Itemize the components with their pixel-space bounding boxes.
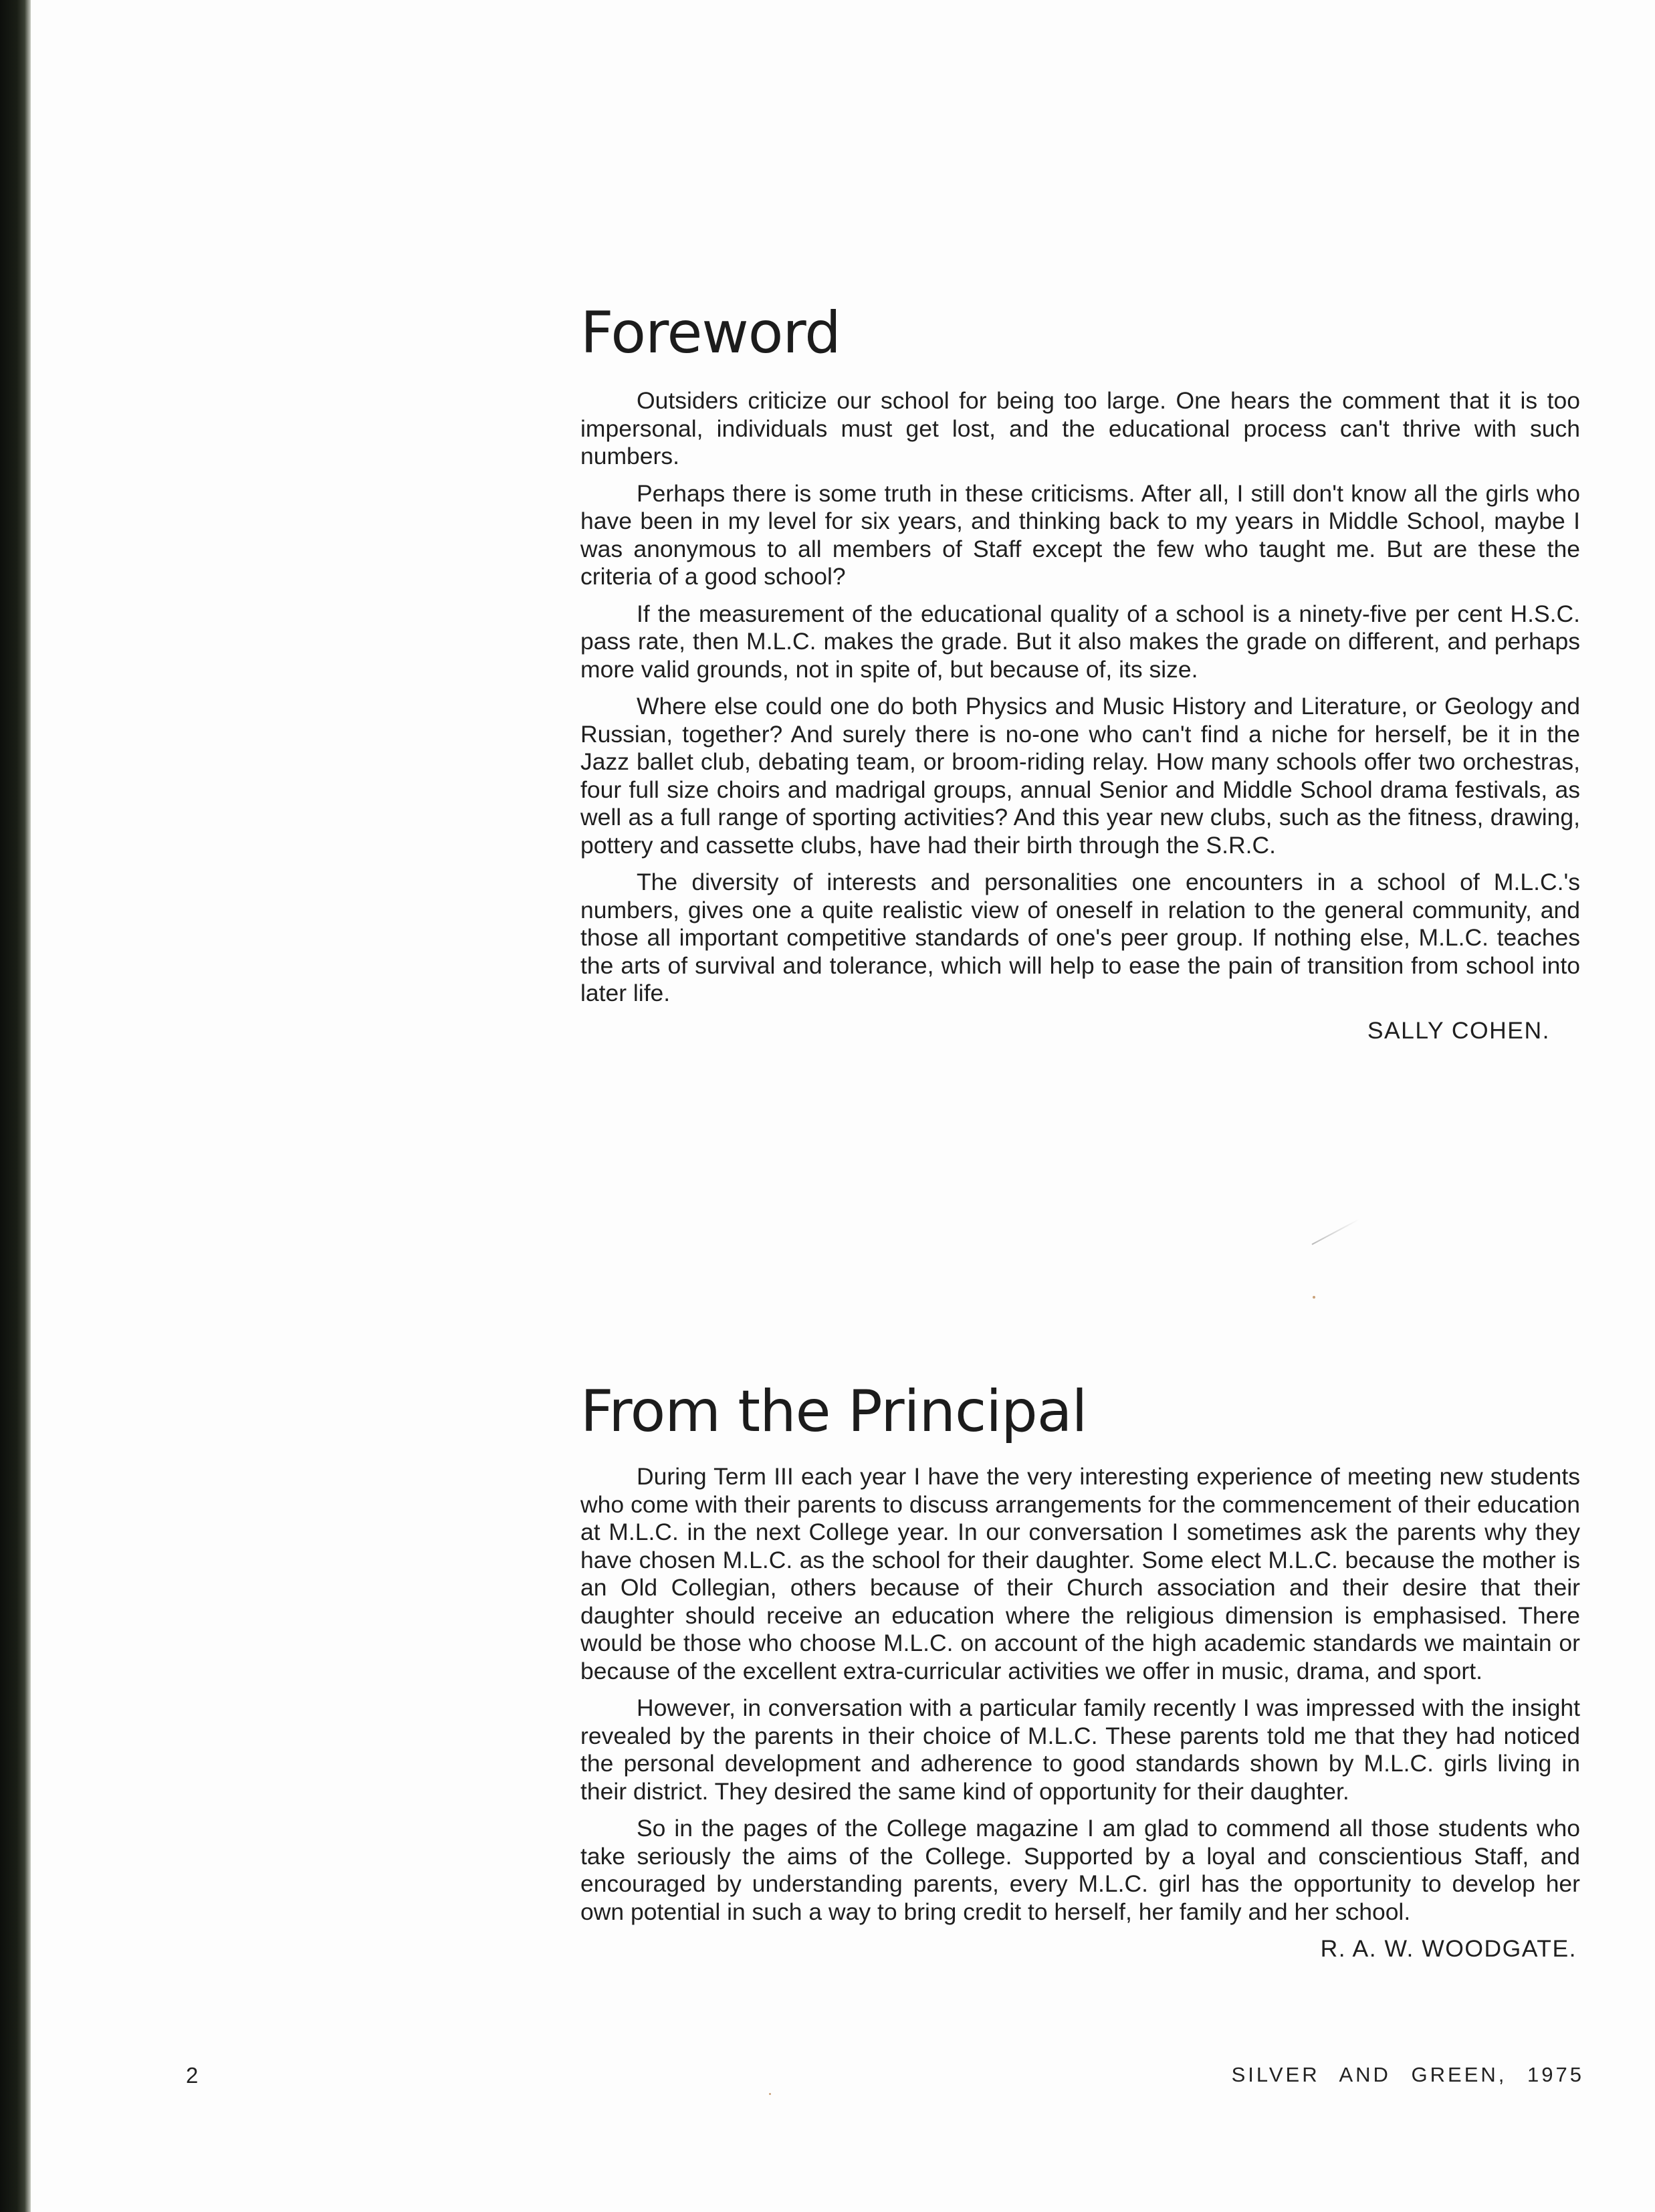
principal-signature: R. A. W. WOODGATE. [1320, 1935, 1577, 1962]
running-footer: SILVER AND GREEN, 1975 [1231, 2063, 1584, 2086]
foreword-body [580, 387, 1580, 1008]
foreword-paragraph: Perhaps there is some truth in these criticisms. After all, I still don't know all the girls who have been in my level for six years, and thinking back to my years in Middle School, maybe I was anonymous to all members of Staff except the few who taught me. But are these the criteria of a good school? [580, 479, 1580, 590]
page-number: 2 [186, 2063, 199, 2088]
paper-scratch-mark [1312, 1219, 1360, 1245]
principal-body [580, 1463, 1580, 1926]
foreword-paragraph: The diversity of interests and personalities one encounters in a school of M.L.C.'s numbers, gives one a quite realistic view of oneself in relation to the general community, and those all important competitive standards of one's peer group. If nothing else, M.L.C. teaches the arts of survival and tolerance, which will help to ease the pain of transition from school into later life. [580, 869, 1580, 1006]
principal-section [580, 1378, 1580, 1963]
foreword-paragraph: Outsiders criticize our school for being too large. One hears the comment that it is too impersonal, individuals must get lost, and the educational process can't thrive with such numbers. [580, 387, 1580, 469]
paper-speck [1313, 1296, 1315, 1299]
foreword-heading: Foreword [580, 300, 841, 366]
page-binding-edge [0, 0, 31, 2212]
principal-heading: From the Principal [580, 1378, 1087, 1445]
foreword-signature: SALLY COHEN. [1367, 1016, 1550, 1044]
principal-paragraph: However, in conversation with a particular family recently I was impressed with the insight revealed by the parents in their choice of M.L.C. These parents told me that they had noticed the personal development and adherence to good standards shown by M.L.C. girls living in their district. They desired the same kind of opportunity for their daughter. [580, 1694, 1580, 1805]
principal-paragraph: So in the pages of the College magazine I am glad to commend all those students who take seriously the aims of the College. Supported by a loyal and conscientious Staff, and encouraged by understanding parents, every M.L.C. girl has the opportunity to develop her own potential in such a way to bring credit to herself, her family and her school. [580, 1815, 1580, 1925]
foreword-paragraph: Where else could one do both Physics and Music History and Literature, or Geology and Russian, together? And surely there is no-one who can't find a niche for herself, be it in the Jazz ballet club, debating team, or broom-riding relay. How many schools offer two orchestras, four full size choirs and madrigal groups, annual Senior and Middle School drama festivals, as well as a full range of sporting activities? And this year new clubs, such as the fitness, drawing, pottery and cassette clubs, have had their birth through the S.R.C. [580, 693, 1580, 859]
principal-paragraph: During Term III each year I have the very interesting experience of meeting new students who come with their parents to discuss arrangements for the commencement of their education at M.L.C. in the next College year. In our conversation I sometimes ask the parents why they have chosen M.L.C. as the school for their daughter. Some elect M.L.C. because the mother is an Old Collegian, others because of their Church association and their desire that their daughter should receive an education where the religious dimension is emphasised. There would be those who choose M.L.C. on account of the high academic standards we maintain or because of the excellent extra-curricular activities we offer in music, drama, and sport. [580, 1463, 1580, 1684]
paper-speck [769, 2093, 771, 2095]
foreword-paragraph: If the measurement of the educational quality of a school is a ninety-five per cent H.S.C. pass rate, then M.L.C. makes the grade. But it also makes the grade on different, and perhaps more valid grounds, not in spite of, but because of, its size. [580, 600, 1580, 683]
foreword-section [580, 300, 1580, 1044]
